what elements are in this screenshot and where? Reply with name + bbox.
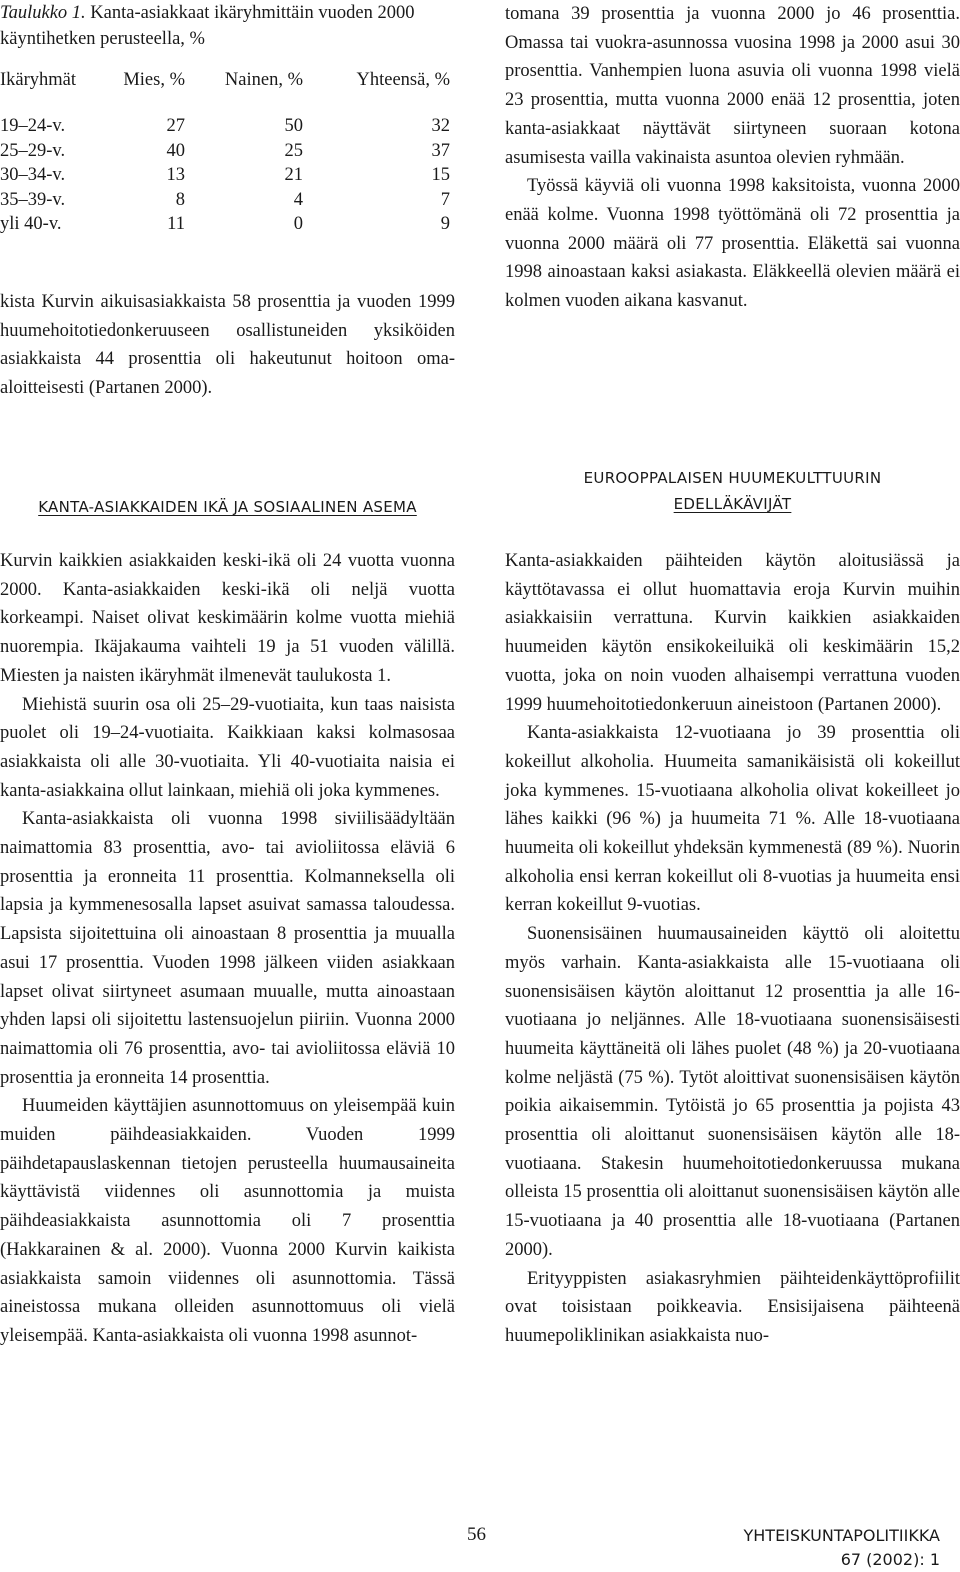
table-cell: 19–24-v.: [0, 116, 66, 136]
journal-issue: 67 (2002): 1: [840, 1550, 940, 1569]
table-caption-text: Kanta-asiakkaat ikäryhmittäin vuoden 2000 käyntihetken perusteella, %: [0, 3, 415, 49]
section-heading: KANTA-ASIAKKAIDEN IKÄ JA SOSIAALINEN ASEMA: [38, 498, 417, 516]
paragraph: Erityyppisten asiakasryhmien päihteidenkäyttöprofiilit ovat toisistaan poikkeavia. Ensisijaisena päihteenä huumepoliklinikan asiakkaista nuo-: [505, 1268, 960, 1346]
table-cell: 25–29-v.: [0, 140, 66, 161]
table-cell: 4: [293, 189, 303, 210]
table-cell: 21: [284, 165, 303, 185]
section-heading: [505, 465, 960, 517]
left-body-text: [0, 547, 455, 1351]
table-cell: 37: [431, 140, 450, 161]
table-cell: 0: [293, 214, 303, 234]
paragraph: Kanta-asiakkaista 12-vuotiaana jo 39 prosenttia oli kokeillut alkoholia. Huumeita samanikäisistä oli kokeillut joka kymmenes. 15-vuotiaana alkoholia olivat kokeilleet jo lähes kaikki (96 %) ja huumeita 71 %. Alle 18-vuotiaana huumeita oli kokeillut yhdeksän kymmenestä (89 %). Nuorin alkoholia ensi kerran kokeillut oli 8-vuotias ja huumeita ensi kerran kokeillut 9-vuotias.: [505, 723, 960, 916]
table-cell: 30–34-v.: [0, 165, 66, 185]
table-row: [0, 212, 450, 237]
journal-name: YHTEISKUNTAPOLITIIKKA: [743, 1526, 940, 1545]
table-cell: 11: [167, 214, 185, 234]
table-cell: yli 40-v.: [0, 214, 62, 234]
table-cell: 35–39-v.: [0, 189, 66, 210]
table-row: [0, 114, 450, 139]
age-group-table: [0, 70, 450, 237]
journal-footer: [743, 1524, 940, 1572]
paragraph: Työssä käyviä oli vuonna 1998 kaksitoista, vuonna 2000 enää kolme. Vuonna 1998 työttömänä oli 72 prosenttia ja vuonna 2000 määrä oli 77 prosenttia. Eläkettä sai vuonna 1998 ainoastaan kaksi asiakasta. Eläkkeellä olevien määrä ei kolmen vuoden aikana kasvanut.: [505, 176, 960, 312]
table-row: [0, 163, 450, 188]
paragraph-continued: kista Kurvin aikuisasiakkaista 58 prosenttia ja vuoden 1999 huumehoitotiedonkeruuseen osallistuneiden yksiköiden asiakkaista 44 prosenttia oli hakeutunut hoitoon oma-aloitteisesti (Partanen 2000).: [0, 292, 455, 399]
paragraph-continued: tomana 39 prosenttia ja vuonna 2000 jo 46 prosenttia. Omassa tai vuokra-asunnossa vuosina 1998 ja 2000 asui 30 prosenttia. Vanhempien luona asuvia oli vuonna 1998 vielä 23 prosenttia, mutta vuonna 2000 enää 12 prosenttia, joten kanta-asiakkaat näyttävät siirtyneen suoraan kotona asumisesta vailla vakinaista asuntoa olevien ryhmään.: [505, 4, 960, 168]
right-top-text: [505, 0, 960, 316]
table-header-cell: Ikäryhmät: [0, 70, 77, 90]
table-header-cell: Yhteensä, %: [356, 70, 450, 90]
table-row: [0, 139, 450, 164]
table-caption-label: Taulukko 1.: [0, 3, 86, 23]
table-cell: 15: [431, 165, 450, 185]
table-row: [0, 188, 450, 213]
table-caption: [0, 0, 455, 52]
paragraph: Miehistä suurin osa oli 25–29-vuotiaita, kun taas naisista puolet oli 19–24-vuotiaita. Kaikkiaan kaksi kolmasosaa asiakkaista oli alle 30-vuotiaita. Yli 40-vuotiaita naisia ei kanta-asiakkaina ollut lainkaan, miehiä oli joka kymmenes.: [0, 694, 455, 801]
right-body-text: [505, 547, 960, 1351]
table-cell: 27: [166, 116, 185, 136]
section-heading-line: EUROOPPALAISEN HUUMEKULTTUURIN: [583, 469, 882, 487]
table-cell: 40: [166, 140, 185, 161]
table-cell: 50: [284, 116, 303, 136]
page-number: 56: [467, 1524, 486, 1545]
paragraph: Kurvin kaikkien asiakkaiden keski-ikä oli 24 vuotta vuonna 2000. Kanta-asiakkaiden keski-ikä oli neljä vuotta korkeampi. Naiset olivat keskimäärin kolme vuotta miehiä nuorempia. Ikäjakauma vaihteli 19 ja 51 vuoden välillä. Miesten ja naisten ikäryhmät ilmenevät taulukosta 1.: [0, 551, 455, 686]
paragraph: Suonensisäinen huumausaineiden käyttö oli aloitettu myös varhain. Kanta-asiakkaista alle 15-vuotiaana oli suonensisäisen käytön aloittanut 12 prosenttia ja alle 16-vuotiaana jo neljännes. Alle 18-vuotiaana suonensisäisesti huumeita käyttäneitä oli lähes puolet (48 %) ja 20-vuotiaana kolme neljästä (75 %). Tytöt aloittivat suonensisäisen käytön poikia aikaisemmin. Tytöistä jo 65 prosenttia ja pojista 43 prosenttia oli aloittanut suonensisäisen käytön alle 18-vuotiaana. Stakesin huumehoitotiedonkeruussa mukana olleista 15 prosenttia oli aloittanut suonensisäisen käytön alle 15-vuotiaana ja 40 prosenttia alle 18-vuotiaana (Partanen 2000).: [505, 924, 960, 1260]
table-cell: 32: [431, 116, 450, 136]
table-cell: 9: [440, 214, 450, 234]
table-cell: 8: [175, 189, 185, 210]
paragraph: Huumeiden käyttäjien asunnottomuus on yleisempää kuin muiden päihdeasiakkaiden. Vuoden 1999 päihdetapauslaskennan tietojen perusteella huumausaineita käyttävistä viidennes oli asunnottomia ja muista päihdeasiakkaista asunnottomia oli 7 prosenttia (Hakkarainen & al. 2000). Vuonna 2000 Kurvin kaikista asiakkaista samoin viidennes oli asunnottomia. Tässä aineistossa mukana olleiden asunnottomuus oli vielä yleisempää. Kanta-asiakkaista oli vuonna 1998 asunnot-: [0, 1096, 455, 1346]
table-header-cell: Nainen, %: [224, 70, 303, 90]
table-cell: 7: [440, 189, 450, 210]
table-cell: 13: [166, 165, 185, 185]
table-cell: 25: [284, 140, 303, 161]
paragraph: Kanta-asiakkaista oli vuonna 1998 siviilisäädyltään naimattomia 83 prosenttia, avo- tai avioliitossa eläviä 6 prosenttia ja eronneita 11 prosenttia. Kolmanneksella oli lapsia ja kymmenesosalla lapset asuivat samassa taloudessa. Lapsista sijoitettuina oli ainoastaan 8 prosenttia ja muualla asui 17 prosenttia. Vuoden 1998 jälkeen viiden asiakkaan lapset olivat siirtyneet asumaan muualle, mutta ainoastaan yhden lapsi oli sijoitettu lastensuojelun piiriin. Vuonna 2000 naimattomia oli 76 prosenttia, avo- tai avioliitossa eläviä 10 prosenttia ja eronneita 14 prosenttia.: [0, 809, 455, 1088]
table-header-row: [0, 70, 450, 104]
paragraph: Kanta-asiakkaiden päihteiden käytön aloitusiässä ja käyttötavassa ei ollut huomattavia eroja Kurvin muihin asiakkaisiin verrattuna. Kurvin kaikkien asiakkaiden huumeiden käytön ensikokeiluikä oli keskimäärin 15,2 vuotta, joka on noin vuoden alhaisempi verrattuna vuoden 1999 huumehoitotiedonkeruun aineistoon (Partanen 2000).: [505, 551, 960, 715]
table-header-cell: Mies, %: [123, 70, 185, 90]
section-heading-line: EDELLÄKÄVIJÄT: [673, 495, 792, 513]
